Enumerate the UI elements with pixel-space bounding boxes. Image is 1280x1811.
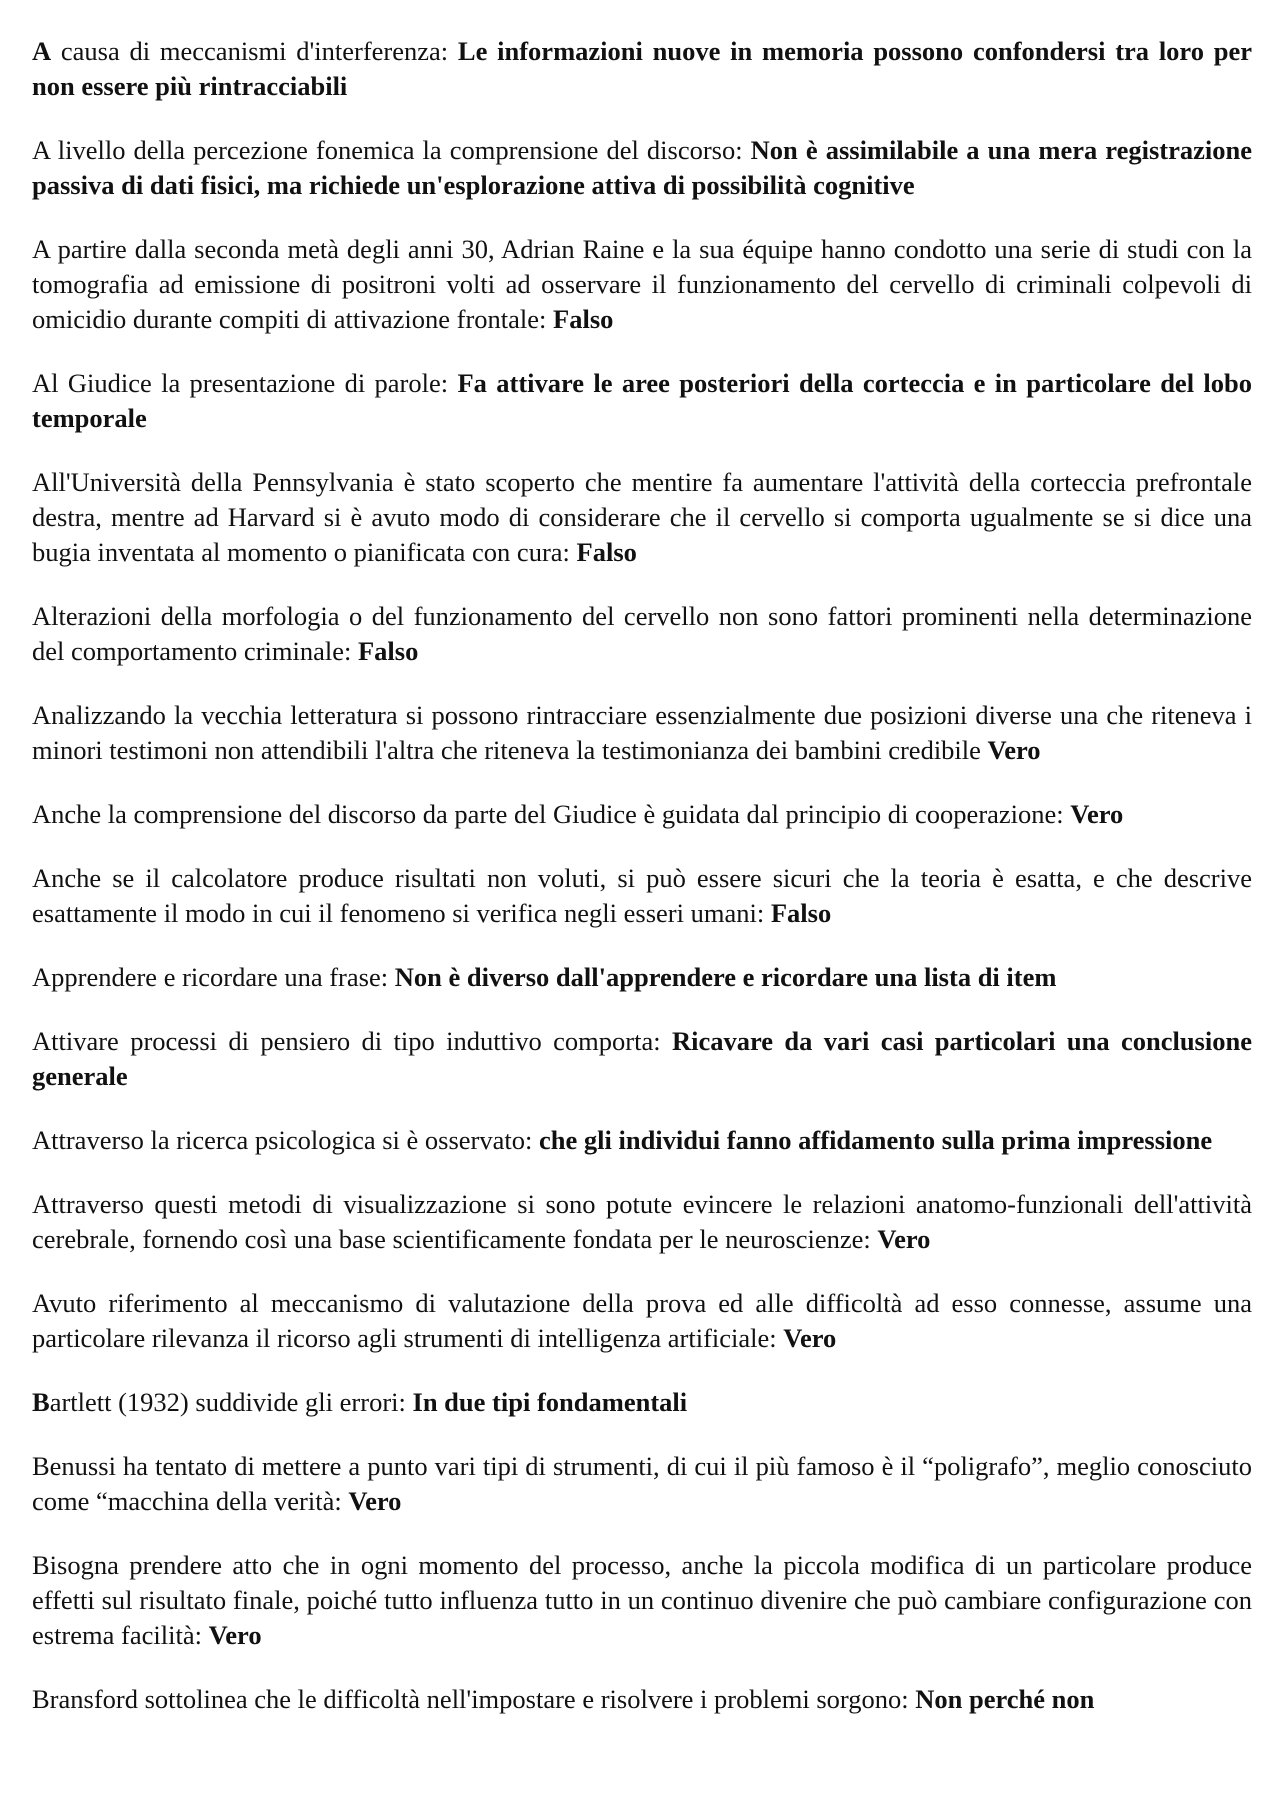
qa-entry (32, 698, 1252, 768)
qa-entry (32, 465, 1252, 570)
entry-answer: In due tipi fondamentali (412, 1387, 688, 1417)
entry-answer: Vero (208, 1620, 262, 1650)
entry-answer: Falso (770, 898, 832, 928)
document-body (32, 34, 1252, 1746)
entry-answer: Non è diverso dall'apprendere e ricordare una lista di item (394, 962, 1057, 992)
entry-question: causa di meccanismi d'interferenza: (51, 36, 458, 66)
entry-answer: Le informazioni nuove in memoria possono confondersi tra loro per non essere più rintracciabili (32, 36, 1252, 101)
entry-question: Attivare processi di pensiero di tipo induttivo comporta: (32, 1026, 672, 1056)
qa-entry (32, 1682, 1252, 1717)
qa-entry (32, 1123, 1252, 1158)
qa-entry (32, 1548, 1252, 1653)
entry-answer: Falso (357, 636, 419, 666)
entry-answer: Fa attivare le aree posteriori della corteccia e in particolare del lobo temporale (32, 368, 1253, 433)
entry-answer: Vero (987, 735, 1041, 765)
entry-question: Anche se il calcolatore produce risultati non voluti, si può essere sicuri che la teoria è esatta, e che descrive esattamente il modo in cui il fenomeno si verifica negli esseri umani: (32, 863, 1252, 928)
entry-question: All'Università della Pennsylvania è stato scoperto che mentire fa aumentare l'attività della corteccia prefrontale destra, mentre ad Harvard si è avuto modo di considerare che il cervello si comporta ugualmente se si dice una bugia inventata al momento o pianificata con cura: (32, 467, 1252, 567)
entry-answer: Ricavare da vari casi particolari una conclusione generale (32, 1026, 1252, 1091)
entry-question: Attraverso la ricerca psicologica si è osservato: (32, 1125, 539, 1155)
entry-question: Avuto riferimento al meccanismo di valutazione della prova ed alle difficoltà ad esso connesse, assume una particolare rilevanza il ricorso agli strumenti di intelligenza artificiale: (32, 1288, 1252, 1353)
entry-answer: Vero (877, 1224, 931, 1254)
entry-question: artlett (1932) suddivide gli errori: (49, 1387, 413, 1417)
entry-question: A livello della percezione fonemica la comprensione del discorso: (32, 135, 751, 165)
entry-answer: Non perché non (915, 1684, 1095, 1714)
entry-lead-letter: B (32, 1387, 50, 1417)
qa-entry (32, 1449, 1252, 1519)
qa-entry (32, 861, 1252, 931)
qa-entry (32, 1286, 1252, 1356)
entry-question: Bisogna prendere atto che in ogni momento del processo, anche la piccola modifica di un particolare produce effetti sul risultato finale, poiché tutto influenza tutto in un continuo divenire che può cambiare configurazione con estrema facilità: (32, 1550, 1252, 1650)
entry-question: Alterazioni della morfologia o del funzionamento del cervello non sono fattori prominenti nella determinazione del comportamento criminale: (32, 601, 1252, 666)
qa-entry (32, 599, 1252, 669)
qa-entry (32, 133, 1252, 203)
entry-question: A partire dalla seconda metà degli anni 30, Adrian Raine e la sua équipe hanno condotto una serie di studi con la tomografia ad emissione di positroni volti ad osservare il funzionamento del cervello di criminali colpevoli di omicidio durante compiti di attivazione frontale: (32, 234, 1252, 334)
qa-entry (32, 960, 1252, 995)
entry-lead-letter: A (32, 36, 52, 66)
entry-answer: Vero (1070, 799, 1124, 829)
qa-entry (32, 1385, 1252, 1420)
entry-answer: Falso (553, 304, 614, 334)
qa-entry (32, 232, 1252, 337)
entry-answer: Vero (348, 1486, 402, 1516)
entry-question: Benussi ha tentato di mettere a punto vari tipi di strumenti, di cui il più famoso è il “poligrafo”, meglio conosciuto come “macchina della verità: (32, 1451, 1252, 1516)
entry-answer: Falso (576, 537, 637, 567)
entry-answer: Vero (783, 1323, 837, 1353)
entry-answer: Non è assimilabile a una mera registrazione passiva di dati fisici, ma richiede un'esplorazione attiva di possibilità cognitive (32, 135, 1252, 200)
entry-answer: che gli individui fanno affidamento sulla prima impressione (538, 1125, 1213, 1155)
qa-entry (32, 366, 1252, 436)
qa-entry (32, 1024, 1252, 1094)
entry-question: Apprendere e ricordare una frase: (32, 962, 395, 992)
qa-entry (32, 797, 1252, 832)
qa-entry (32, 1187, 1252, 1257)
qa-entry (32, 34, 1252, 104)
entry-question: Bransford sottolinea che le difficoltà nell'impostare e risolvere i problemi sorgono: (32, 1684, 916, 1714)
entry-question: Al Giudice la presentazione di parole: (32, 368, 458, 398)
entry-question: Anche la comprensione del discorso da parte del Giudice è guidata dal principio di cooperazione: (32, 799, 1071, 829)
entry-question: Analizzando la vecchia letteratura si possono rintracciare essenzialmente due posizioni diverse una che riteneva i minori testimoni non attendibili l'altra che riteneva la testimonianza dei bambini credibile (32, 700, 1252, 765)
entry-question: Attraverso questi metodi di visualizzazione si sono potute evincere le relazioni anatomo-funzionali dell'attività cerebrale, fornendo così una base scientificamente fondata per le neuroscienze: (32, 1189, 1252, 1254)
